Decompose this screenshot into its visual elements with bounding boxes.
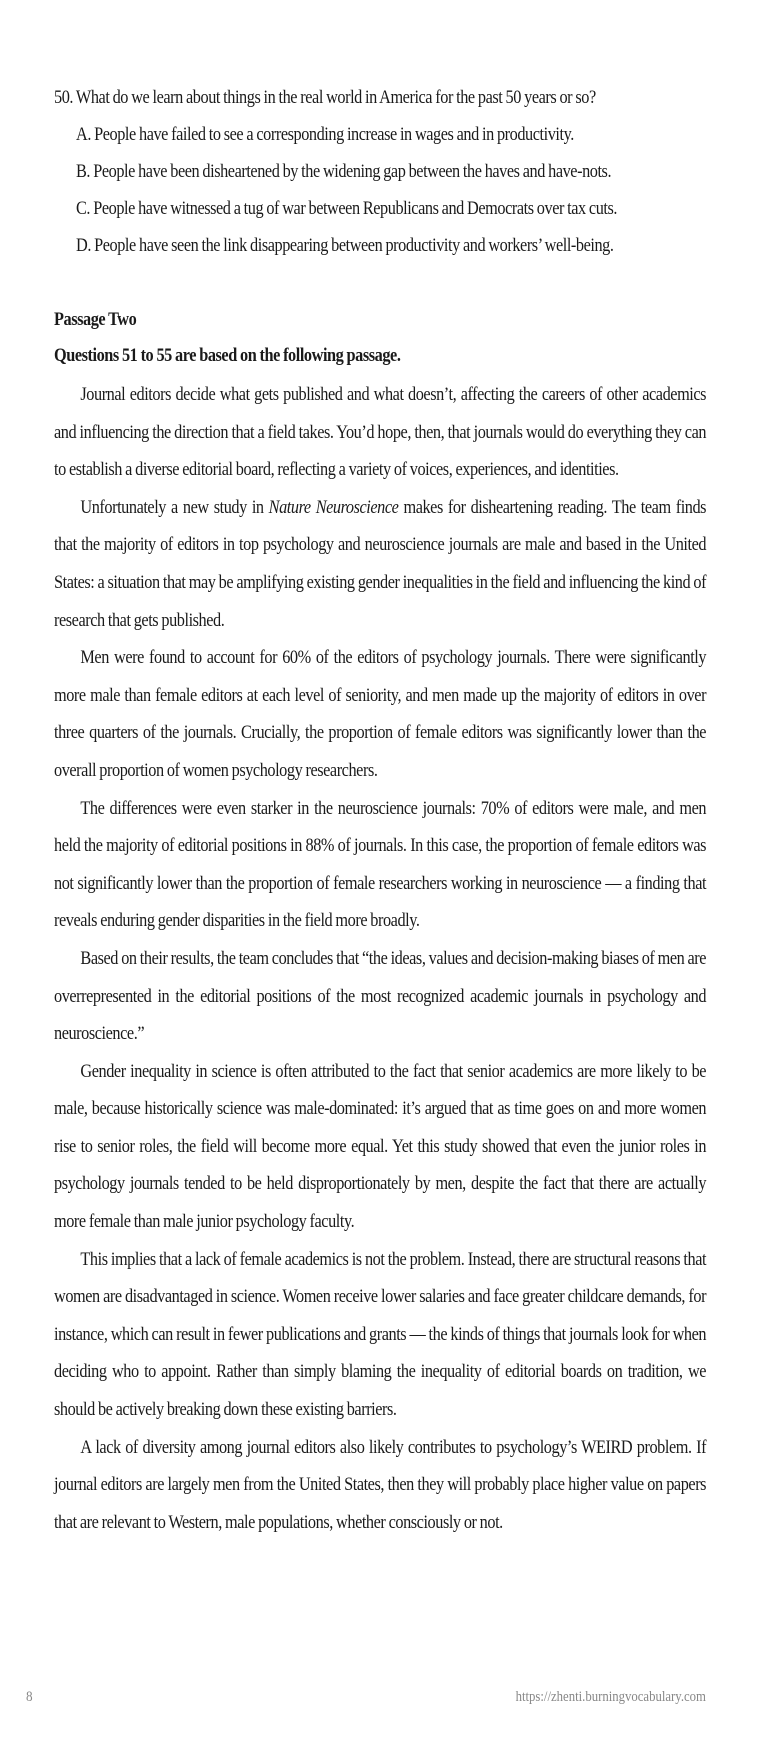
section-gap bbox=[54, 265, 706, 302]
option-c: C. People have witnessed a tug of war between Republicans and Democrats over tax cuts. bbox=[76, 199, 618, 219]
paragraph-7: This implies that a lack of female academics is not the problem. Instead, there are structural reasons that women are disadvantaged in science. Women receive lower salaries and face greater childcare demands, for instance, which can result in fewer publications and grants — the kinds of things that journals look for when deciding who to appoint. Rather than simply blaming the inequality of editorial boards on tradition, we should be actively breaking down these existing barriers. bbox=[54, 1249, 707, 1421]
paragraph-6: Gender inequality in science is often attributed to the fact that senior academics are more likely to be male, because historically science was male-dominated: it’s argued that as time goes on and more women rise to senior roles, the field will become more equal. Yet this study showed that even the junior roles in psychology journals tended to be held disproportionately by men, despite the fact that there are actually more female than male junior psychology faculty. bbox=[54, 1061, 707, 1233]
paragraph-1: Journal editors decide what gets published and what doesn’t, affecting the careers of other academics and influencing the direction that a field takes. You’d hope, then, that journals would do everything they can to establish a diverse editorial board, reflecting a variety of voices, experiences, and identities. bbox=[54, 385, 707, 481]
paragraph-2 bbox=[54, 490, 706, 640]
passage-body bbox=[54, 377, 706, 1542]
paragraph-4: The differences were even starker in the neuroscience journals: 70% of editors were male, and men held the majority of editorial positions in 88% of journals. In this case, the proportion of female editors was not significantly lower than the proportion of female researchers working in neuroscience — a finding that reveals enduring gender disparities in the field more broadly. bbox=[54, 798, 707, 932]
paragraph-2-before: Unfortunately a new study in bbox=[80, 497, 269, 518]
paragraph-3: Men were found to account for 60% of the editors of psychology journals. There were significantly more male than female editors at each level of seniority, and men made up the majority of editors in over three quarters of the journals. Crucially, the proportion of female editors was significantly lower than the overall proportion of women psychology researchers. bbox=[54, 648, 707, 781]
paragraph-5: Based on their results, the team concludes that “the ideas, values and decision-making biases of men are overrepresented in the editorial positions of the most recognized academic journals in psychology and neuroscience.” bbox=[54, 948, 707, 1045]
passage-instruction: Questions 51 to 55 are based on the following passage. bbox=[54, 346, 401, 366]
question-stem: 50. What do we learn about things in the real world in America for the past 50 years or so? bbox=[54, 88, 596, 108]
paragraph-2-after: makes for disheartening reading. The team finds that the majority of editors in top psychology and neuroscience journals are male and based in the United States: a situation that may be amplifying existing gender inequalities in the field and influencing the kind of research that gets published. bbox=[54, 497, 707, 631]
page-content bbox=[54, 80, 706, 1542]
footer-url[interactable]: https://zhenti.burningvocabulary.com bbox=[515, 1689, 706, 1705]
journal-name: Nature Neuroscience bbox=[268, 497, 399, 518]
option-d: D. People have seen the link disappearing between productivity and workers’ well-being. bbox=[76, 236, 614, 256]
page-number: 8 bbox=[26, 1689, 33, 1705]
paragraph-8: A lack of diversity among journal editors also likely contributes to psychology’s WEIRD problem. If journal editors are largely men from the United States, then they will probably place higher value on papers that are relevant to Western, male populations, whether consciously or not. bbox=[54, 1437, 707, 1533]
option-b: B. People have been disheartened by the widening gap between the haves and have-nots. bbox=[76, 162, 612, 182]
passage-title: Passage Two bbox=[54, 310, 137, 330]
question-50 bbox=[54, 80, 706, 265]
option-a: A. People have failed to see a corresponding increase in wages and in productivity. bbox=[76, 125, 574, 145]
